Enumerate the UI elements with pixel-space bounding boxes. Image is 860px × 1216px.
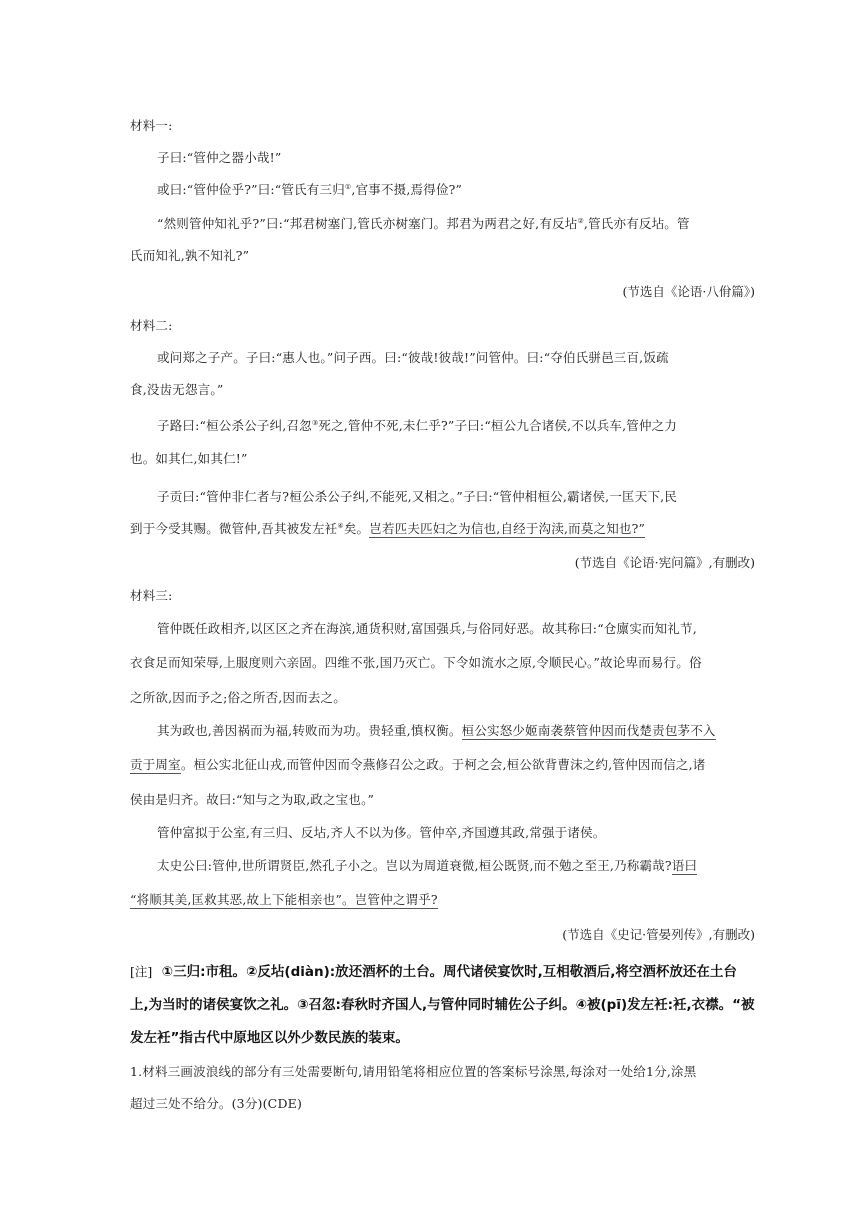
wavy-sentence-part-1: 桓公实怒少姬南袭蔡管仲因而伐楚责包茅不入: [461, 723, 716, 738]
m3-line-3: 之所欲,因而予之;俗之所否,因而去之。: [130, 690, 346, 705]
footnote-mark-1: ①: [344, 182, 352, 191]
m3-line-6: 侯由是归齐。故曰:“知与之为取,政之宝也。”: [130, 792, 375, 807]
m3-line-7: 管仲富拟于公室,有三归、反坫,齐人不以为侈。管仲卒,齐国遵其政,常强于诸侯。: [157, 825, 606, 840]
m3-line-1: 管仲既任政相齐,以区区之齐在海滨,通货积财,富国强兵,与俗同好恶。故其称曰:“仓廪实而知礼节,: [157, 621, 697, 636]
m2-line-6: 到于今受其赐。微管仲,吾其被发左衽④矣。岂若匹夫匹妇之为信也,自经于沟渎,而莫之知也?”: [130, 521, 646, 536]
m1-source: (节选自《论语·八佾篇》): [622, 284, 755, 299]
m1-line-3: “然则管仲知礼乎?”曰:“邦君树塞门,管氏亦树塞门。邦君为两君之好,有反坫②,管氏亦有反坫。管: [157, 216, 690, 231]
underlined-quote-part-2: “将顺其美,匡救其恶,故上下能相亲也”。岂管仲之谓乎?: [130, 892, 438, 907]
m1-line-2: 或曰:“管仲俭乎?”曰:“管氏有三归①,官事不摄,焉得俭?”: [157, 182, 463, 197]
notes-line-1: [注] ①三归:市租。②反坫(diàn):放还酒杯的土台。周代诸侯宴饮时,互相敬酒后,将空酒杯放还在土台: [130, 964, 737, 980]
m2-line-5: 子贡曰:“管仲非仁者与?桓公杀公子纠,不能死,又相之。”子曰:“管仲相桓公,霸诸侯,一匡天下,民: [157, 489, 678, 504]
notes-line-2: 上,为当时的诸侯宴饮之礼。③召忽:春秋时齐国人,与管仲同时辅佐公子纠。④被(pī)发左衽:衽,衣襟。“被: [130, 997, 755, 1013]
m3-line-8: 太史公曰:管仲,世所谓贤臣,然孔子小之。岂以为周道衰微,桓公既贤,而不勉之至王,乃称霸哉?语曰: [157, 858, 698, 873]
material-1-title: 材料一:: [130, 118, 173, 133]
notes-label: [注]: [130, 964, 153, 979]
m2-line-2: 食,没齿无怨言。”: [130, 382, 224, 397]
notes-line-3: 发左衽”指古代中原地区以外少数民族的装束。: [130, 1030, 409, 1046]
m1-line-1: 子曰:“管仲之器小哉!”: [157, 150, 282, 165]
footnote-mark-2: ②: [577, 216, 584, 225]
m2-line-3: 子路曰:“桓公杀公子纠,召忽③死之,管仲不死,未仁乎?”子曰:“桓公九合诸侯,不以兵车,管仲之力: [157, 418, 678, 433]
underlined-sentence: 岂若匹夫匹妇之为信也,自经于沟渎,而莫之知也?”: [369, 521, 646, 536]
question-1-line-1: 1.材料三画波浪线的部分有三处需要断句,请用铅笔将相应位置的答案标号涂黑,每涂对一处给1分,涂黑: [130, 1064, 697, 1079]
m3-line-4: 其为政也,善因祸而为福,转败而为功。贵轻重,慎权衡。桓公实怒少姬南袭蔡管仲因而伐楚责包茅不入: [157, 723, 716, 738]
m3-line-5: 贡于周室。桓公实北征山戎,而管仲因而令燕修召公之政。于柯之会,桓公欲背曹沫之约,管仲因而信之,诸: [130, 757, 706, 772]
footnote-mark-4: ④: [337, 521, 344, 530]
m1-line-4: 氏而知礼,孰不知礼?”: [130, 248, 250, 263]
m2-source: (节选自《论语·宪问篇》,有删改): [574, 555, 755, 570]
material-2-title: 材料二:: [130, 318, 173, 333]
material-3-title: 材料三:: [130, 588, 173, 603]
m2-line-4: 也。如其仁,如其仁!”: [130, 451, 248, 466]
footnote-mark-3: ③: [311, 418, 319, 427]
question-1-line-2: 超过三处不给分。(3分)(CDE): [130, 1096, 303, 1111]
wavy-sentence-part-2: 贡于周室: [130, 757, 181, 772]
m3-line-2: 衣食足而知荣辱,上服度则六亲固。四维不张,国乃灭亡。下令如流水之原,令顺民心。”故论卑而易行。俗: [130, 655, 702, 670]
underlined-quote-part-1: 语曰: [671, 858, 698, 873]
m3-source: (节选自《史记·管晏列传》,有删改): [562, 927, 755, 942]
m2-line-1: 或问郑之子产。子曰:“惠人也。”问子西。曰:“彼哉!彼哉!”问管仲。曰:“夺伯氏骈邑三百,饭疏: [157, 350, 669, 365]
m3-line-9: [130, 890, 438, 908]
